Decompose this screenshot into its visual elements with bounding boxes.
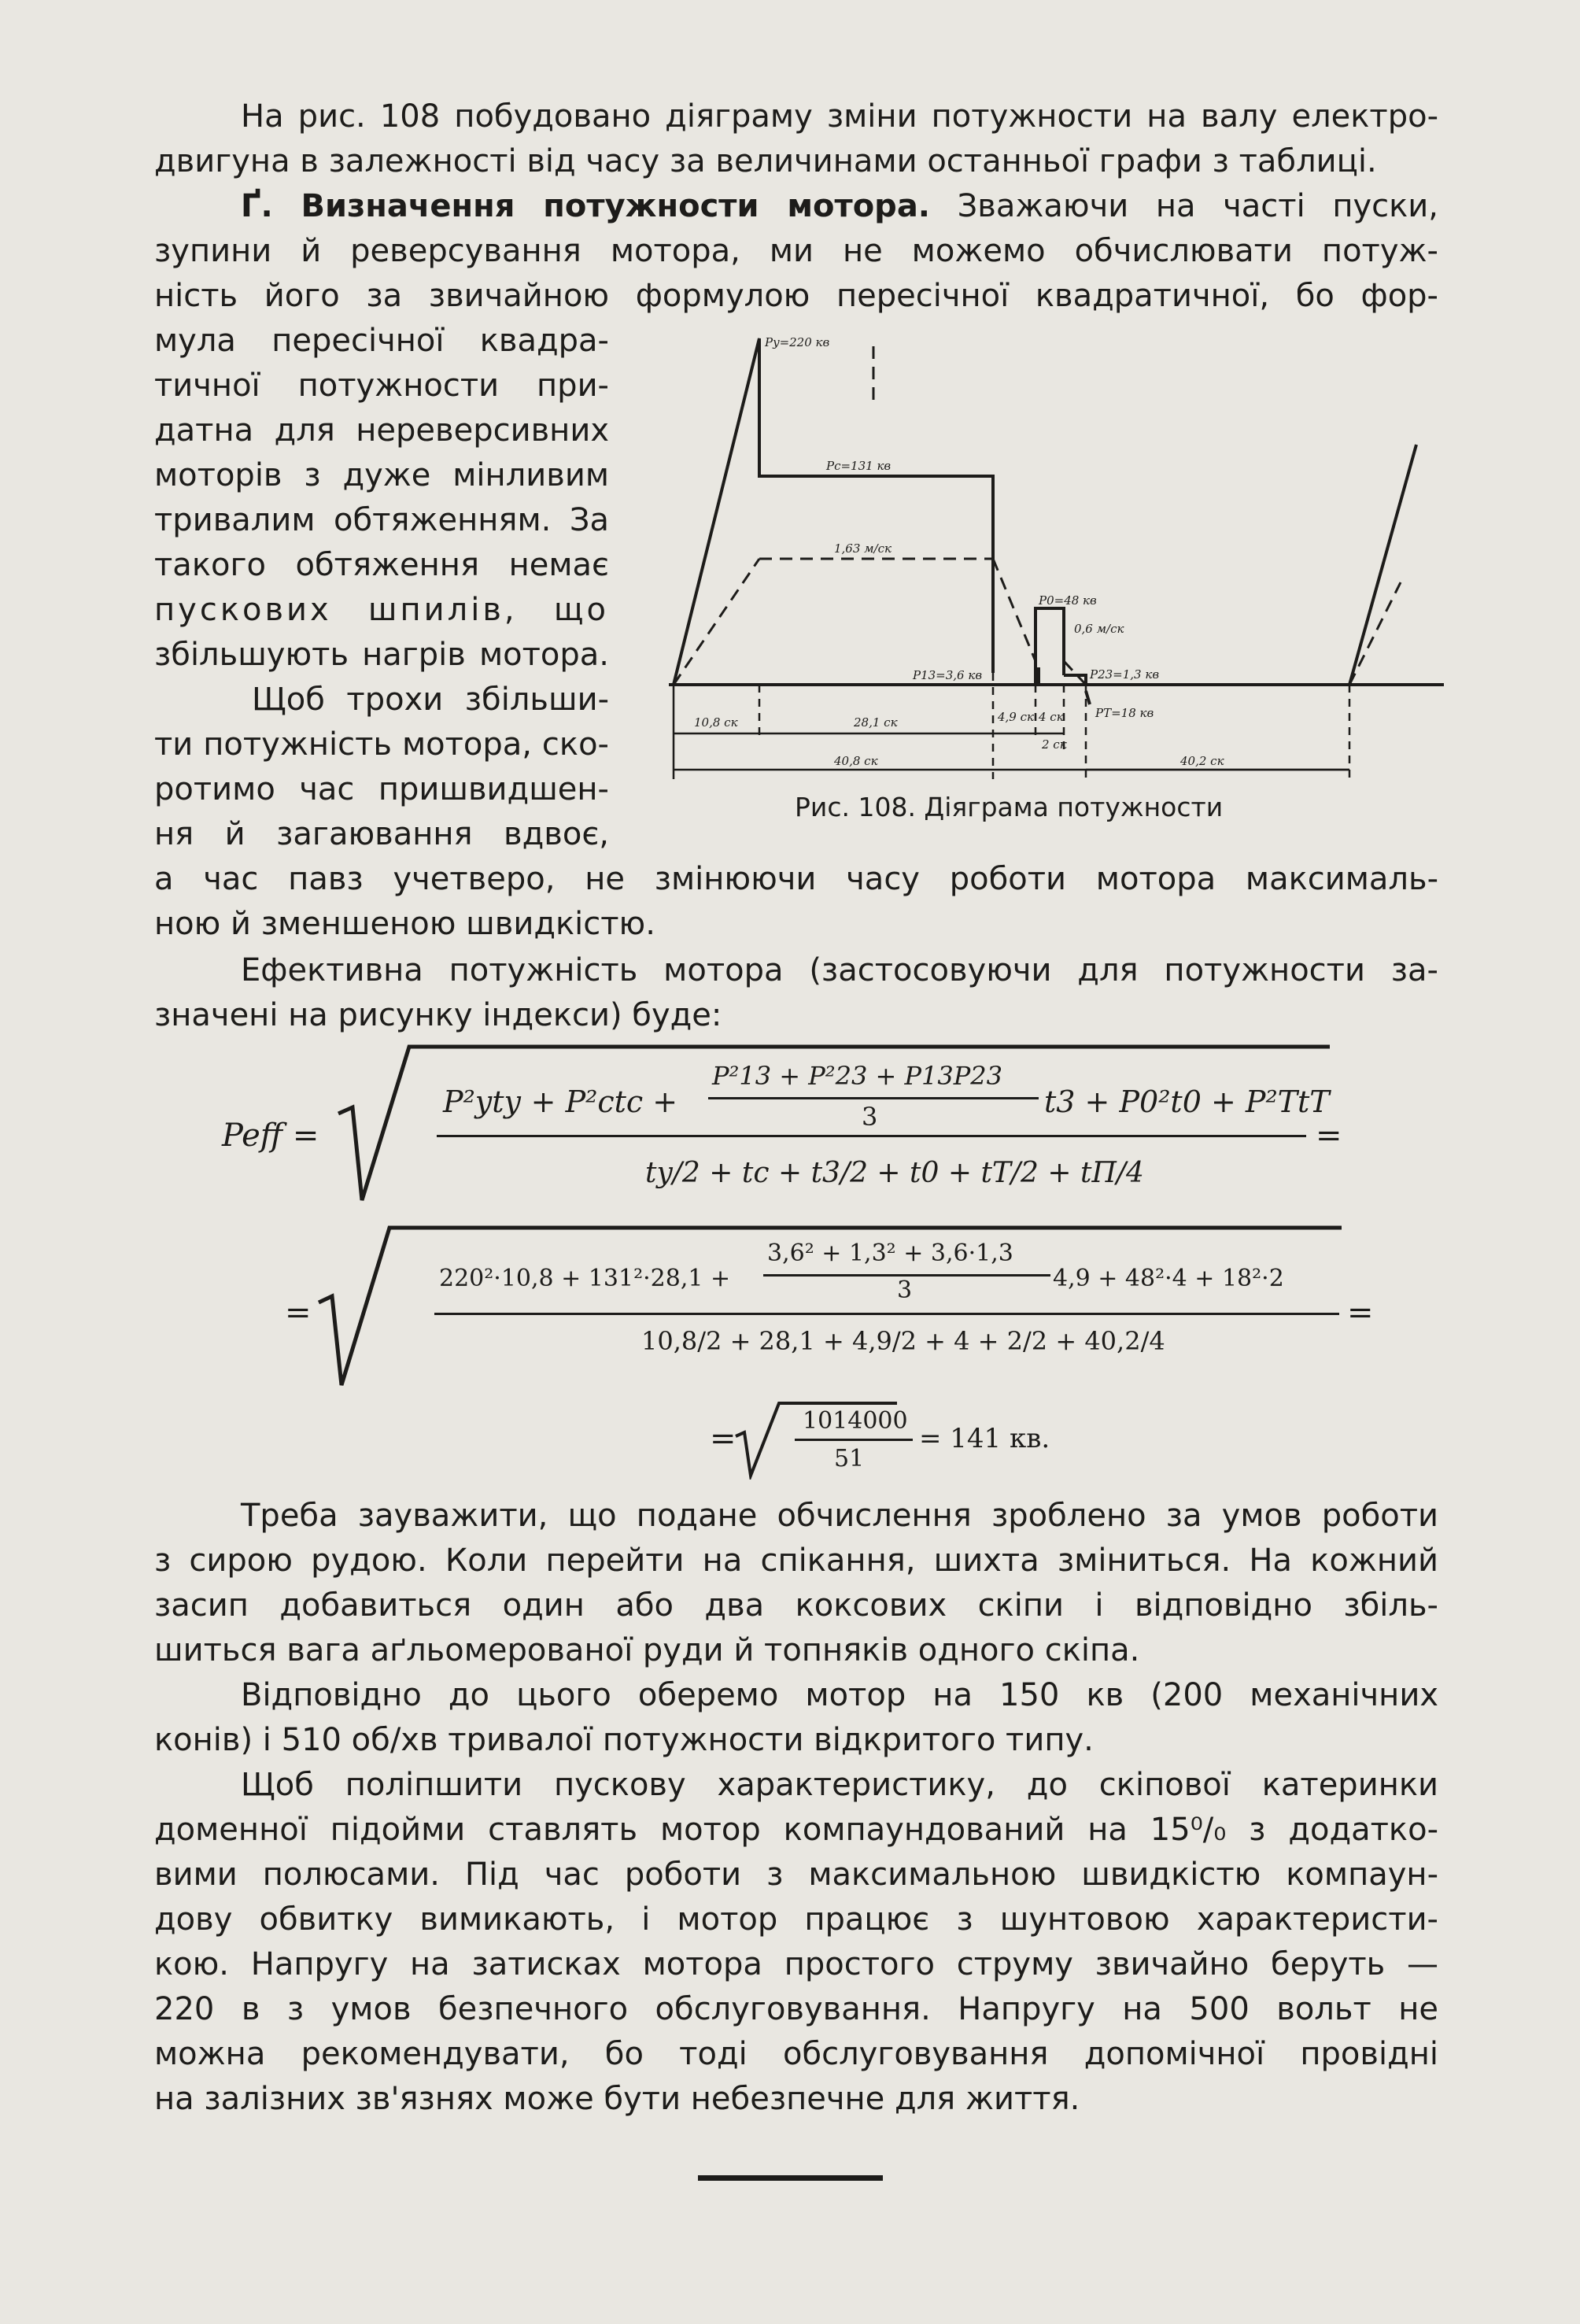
text-line: збільшують нагрів мотора. [154,637,609,673]
text-line: зупини й реверсування мотора, ми не можемо обчислювати потуж- [154,233,1438,269]
text-line: Ефективна потужність мотора (застосовуючи для потужности за- [241,952,1438,988]
label-p23: P23=1,3 кв [1090,667,1160,682]
result-equals: = [710,1421,736,1457]
power-diagram [645,315,1448,787]
label-t4: 4 ск [1039,710,1064,724]
label-t1: 10,8 ск [694,715,738,730]
formula-main-bar [437,1135,1306,1137]
text-line: тривалим обтяженням. За [154,502,609,538]
power-curve-p0 [1035,608,1064,675]
formula-main-bar [434,1313,1339,1315]
text-line: кою. Напругу на затисках мотора простого струму звичайно беруть — [154,1946,1438,1982]
text-line: датна для нереверсивних [154,412,609,449]
formula-equals: = [1347,1295,1374,1331]
label-py: Py=220 кв [765,335,830,349]
label-speed1: 1,63 м/ск [834,541,892,556]
text-line: конів) і 510 об/хв тривалої потужности відкритого типу. [154,1722,1094,1758]
text-line: можна рекомендувати, бо тоді обслуговування допомічної провідні [154,2036,1438,2072]
text-line: ність його за звичайною формулою пересічної квадратичної, бо фор- [154,278,1438,314]
result-den: 51 [834,1445,865,1472]
formula-lhs: Peff = [222,1118,319,1154]
section-heading-rest: Зважаючи на часті пуски, [957,188,1439,224]
text-line: ною й зменшеною швидкістю. [154,906,655,942]
text-line: такого обтяження немає [154,547,609,583]
formula-frac-num: 3,6² + 1,3² + 3,6·1,3 [767,1240,1013,1267]
text-line: двигуна в залежності від часу за величинами останньої графи з таблиці. [154,143,1377,179]
text-line: дову обвитку вимикають, і мотор працює з шунтовою характеристи- [154,1901,1438,1938]
formula-num-head: 220²·10,8 + 131²·28,1 + [439,1265,731,1292]
label-p0: P0=48 кв [1039,593,1097,608]
label-p13: P13=3,6 кв [913,668,983,682]
text-line: значені на рисунку індекси) буде: [154,997,722,1033]
result-num: 1014000 [803,1407,908,1435]
label-speed2: 0,6 м/ск [1074,622,1124,636]
figure-caption: Рис. 108. Діяграма потужности [795,792,1224,822]
end-rule [698,2175,883,2181]
text-line: вими полюсами. Під час роботи з максимальною швидкістю компаун- [154,1857,1438,1893]
text-line: Щоб трохи збільши- [252,682,609,718]
text-line: засип добавиться один або два коксових скіпи і відповідно збіль- [154,1587,1438,1624]
formula-frac-den: 3 [897,1277,913,1304]
speed-curve-accel [674,559,759,685]
formula-equals: = [1316,1118,1342,1154]
text-line: мула пересічної квадра- [154,323,609,359]
formula-frac-num: P²13 + P²23 + P13P23 [712,1061,1002,1091]
formula-den: ty/2 + tc + t3/2 + t0 + tT/2 + tП/4 [645,1157,1144,1189]
text-line: з сирою рудою. Коли перейти на спікання, шихта зміниться. На кожний [154,1543,1438,1579]
section-heading-line [241,184,1438,229]
text-line: шиться вага аґльомерованої руди й топняків одного скіпа. [154,1632,1140,1668]
text-line: тичної потужности при- [154,368,609,404]
formula-num-tail: 4,9 + 48²·4 + 18²·2 [1053,1265,1284,1292]
power-curve-main [674,338,993,685]
speed-curve-decel [993,559,1035,661]
label-t7: 40,2 ск [1180,754,1224,768]
label-t6: 40,8 ск [834,754,878,768]
section-heading: Ґ. Визначення потужности мотора. [241,188,931,224]
formula-equals: = [285,1295,312,1331]
text-line: 220 в з умов безпечного обслуговування. Напругу на 500 вольт не [154,1991,1438,2027]
text-line: ти потужність мотора, ско- [154,726,609,763]
text-line: ня й загаювання вдвоє, [154,816,609,852]
text-line: Відповідно до цього оберемо мотор на 150 кв (200 механічних [241,1677,1438,1713]
label-t5: 2 ск [1042,737,1067,752]
result-value: = 141 кв. [919,1423,1050,1454]
label-t2: 28,1 ск [854,715,898,730]
text-line: а час павз учетверо, не змінюючи часу роботи мотора максималь- [154,861,1438,897]
label-t3: 4,9 ск [998,710,1034,724]
text-line: доменної підойми ставлять мотор компаундований на 15⁰/₀ з додатко- [154,1812,1438,1848]
power-curve-restart [1349,445,1416,685]
text-line: на залізних зв'язнях може бути небезпечне для життя. [154,2081,1080,2117]
text-line: пускових шпилів, що [154,592,609,628]
formula-num-head: P²ytу + P²ctc + [443,1084,678,1119]
formula-den: 10,8/2 + 28,1 + 4,9/2 + 4 + 2/2 + 40,2/4 [641,1326,1165,1356]
text-line: моторів з дуже мінливим [154,457,609,493]
text-line: ротимо час пришвидшен- [154,771,609,807]
text-line: На рис. 108 побудовано діяграму зміни потужности на валу електро- [241,98,1438,135]
formula-num-tail: t3 + P0²t0 + P²TtT [1044,1084,1330,1119]
label-pc: Pc=131 кв [826,459,892,473]
speed-curve-low [1064,661,1086,685]
label-pt: PT=18 кв [1095,706,1154,720]
text-line: Щоб поліпшити пускову характеристику, до скіпової катеринки [241,1767,1438,1803]
formula-frac-den: 3 [862,1102,878,1132]
text-line: Треба зауважити, що подане обчислення зроблено за умов роботи [241,1498,1438,1534]
result-bar [795,1439,913,1441]
formula-frac-bar [708,1097,1039,1099]
